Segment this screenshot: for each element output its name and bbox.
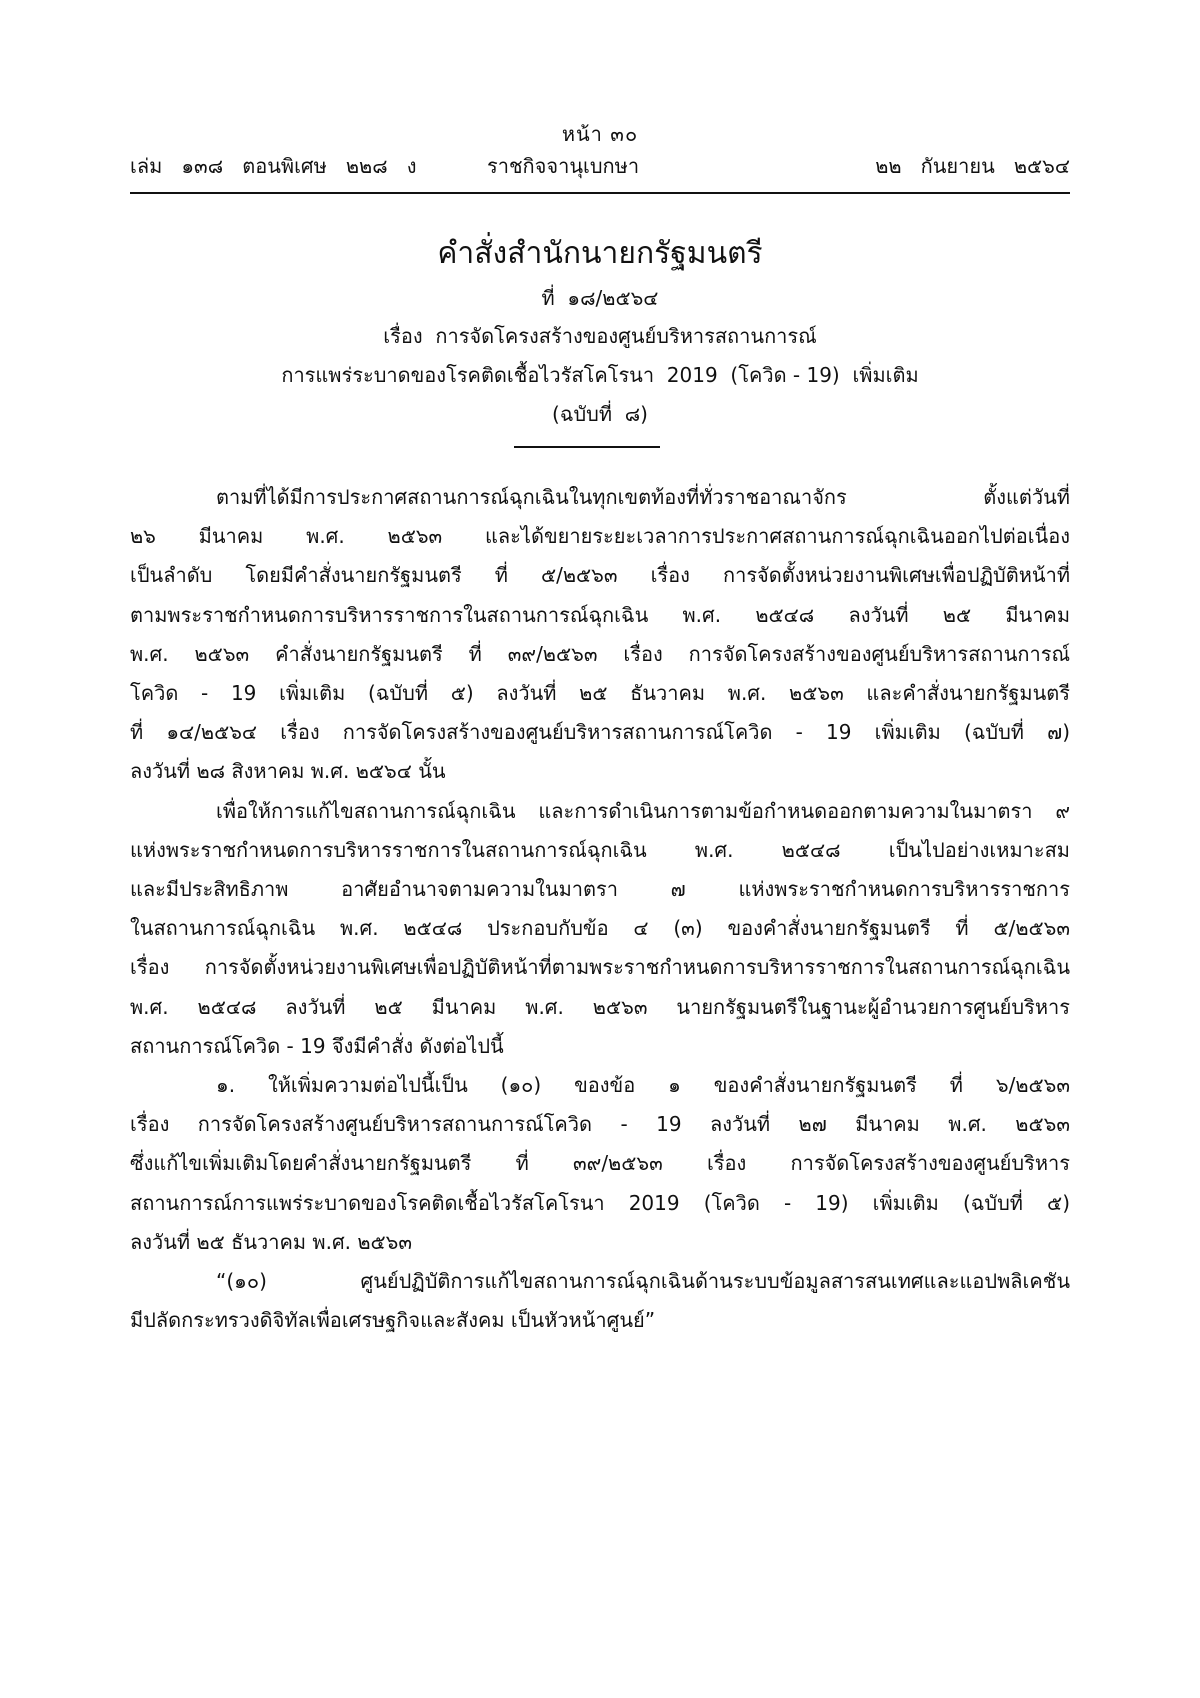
volume-issue: เล่ม ๑๓๘ ตอนพิเศษ ๒๒๘ ง xyxy=(130,154,417,178)
body-line: ลงวันที่ ๒๕ ธันวาคม พ.ศ. ๒๕๖๓ xyxy=(130,1229,413,1254)
body-line: เป็นลำดับ โดยมีคำสั่งนายกรัฐมนตรี ที่ ๕/๒๕๖๓ เรื่อง การจัดตั้งหน่วยงานพิเศษเพื่อปฏิบัติหน้าที่ xyxy=(130,563,1070,588)
body-line: ที่ ๑๔/๒๕๖๔ เรื่อง การจัดโครงสร้างของศูนย์บริหารสถานการณ์โควิด - 19 เพิ่มเติม (ฉบับที่ ๗) xyxy=(130,720,1070,745)
body-line: ตามพระราชกำหนดการบริหารราชการในสถานการณ์ฉุกเฉิน พ.ศ. ๒๕๔๘ ลงวันที่ ๒๕ มีนาคม xyxy=(130,602,1070,627)
gazette-header xyxy=(130,150,1070,184)
body-line: ในสถานการณ์ฉุกเฉิน พ.ศ. ๒๕๔๘ ประกอบกับข้อ ๔ (๓) ของคำสั่งนายกรัฐมนตรี ที่ ๕/๒๕๖๓ xyxy=(130,916,1070,941)
body-line: ซึ่งแก้ไขเพิ่มเติมโดยคำสั่งนายกรัฐมนตรี ที่ ๓๙/๒๕๖๓ เรื่อง การจัดโครงสร้างของศูนย์บริหาร xyxy=(130,1151,1070,1176)
paragraph-clause-1 xyxy=(130,1066,1070,1262)
body-line: พ.ศ. ๒๕๔๘ ลงวันที่ ๒๕ มีนาคม พ.ศ. ๒๕๖๓ นายกรัฐมนตรีในฐานะผู้อำนวยการศูนย์บริหาร xyxy=(130,994,1070,1019)
header-divider xyxy=(130,192,1070,194)
body-line: สถานการณ์โควิด - 19 จึงมีคำสั่ง ดังต่อไปนี้ xyxy=(130,1033,504,1058)
subject-line-1: เรื่อง การจัดโครงสร้างของศูนย์บริหารสถานการณ์ xyxy=(383,324,817,348)
paragraph-quoted-clause xyxy=(130,1262,1070,1340)
body-line: เรื่อง การจัดโครงสร้างศูนย์บริหารสถานการณ์โควิด - 19 ลงวันที่ ๒๗ มีนาคม พ.ศ. ๒๕๖๓ xyxy=(130,1112,1070,1137)
title-divider xyxy=(514,446,660,448)
body-line: สถานการณ์การแพร่ระบาดของโรคติดเชื้อไวรัสโคโรนา 2019 (โควิด - 19) เพิ่มเติม (ฉบับที่ ๕) xyxy=(130,1190,1070,1215)
edition: (ฉบับที่ ๘) xyxy=(552,402,648,426)
body-line: “(๑๐) ศูนย์ปฏิบัติการแก้ไขสถานการณ์ฉุกเฉินด้านระบบข้อมูลสารสนเทศและแอปพลิเคชัน xyxy=(216,1269,1070,1294)
body-line: ลงวันที่ ๒๘ สิงหาคม พ.ศ. ๒๕๖๔ นั้น xyxy=(130,759,446,784)
subject-line-2: การแพร่ระบาดของโรคติดเชื้อไวรัสโคโรนา 2019 (โควิด - 19) เพิ่มเติม xyxy=(281,363,919,387)
body-line: เรื่อง การจัดตั้งหน่วยงานพิเศษเพื่อปฏิบัติหน้าที่ตามพระราชกำหนดการบริหารราชการในสถานการณ์ฉุกเฉิน xyxy=(130,955,1070,980)
document-title: คำสั่งสำนักนายกรัฐมนตรี xyxy=(437,236,763,271)
document-body xyxy=(130,478,1070,1340)
order-number: ที่ ๑๘/๒๕๖๔ xyxy=(541,286,659,310)
body-line: ตามที่ได้มีการประกาศสถานการณ์ฉุกเฉินในทุกเขตท้องที่ทั่วราชอาณาจักร ตั้งแต่วันที่ xyxy=(216,485,1070,509)
body-line: โควิด - 19 เพิ่มเติม (ฉบับที่ ๕) ลงวันที่ ๒๕ ธันวาคม พ.ศ. ๒๕๖๓ และคำสั่งนายกรัฐมนตรี xyxy=(130,681,1070,706)
paragraph-authority xyxy=(130,792,1070,1066)
page-number: หน้า ๓๐ xyxy=(561,122,639,146)
body-line: พ.ศ. ๒๕๖๓ คำสั่งนายกรัฐมนตรี ที่ ๓๙/๒๕๖๓ เรื่อง การจัดโครงสร้างของศูนย์บริหารสถานการณ์ xyxy=(130,641,1070,666)
publication-date: ๒๒ กันยายน ๒๕๖๔ xyxy=(875,154,1070,178)
gazette-name: ราชกิจจานุเบกษา xyxy=(487,154,640,178)
body-line: มีปลัดกระทรวงดิจิทัลเพื่อเศรษฐกิจและสังคม เป็นหัวหน้าศูนย์” xyxy=(130,1308,656,1333)
body-line: ๒๖ มีนาคม พ.ศ. ๒๕๖๓ และได้ขยายระยะเวลาการประกาศสถานการณ์ฉุกเฉินออกไปต่อเนื่อง xyxy=(130,524,1070,549)
body-line: แห่งพระราชกำหนดการบริหารราชการในสถานการณ์ฉุกเฉิน พ.ศ. ๒๕๔๘ เป็นไปอย่างเหมาะสม xyxy=(130,837,1070,862)
body-line: และมีประสิทธิภาพ อาศัยอำนาจตามความในมาตรา ๗ แห่งพระราชกำหนดการบริหารราชการ xyxy=(130,877,1070,902)
body-line: เพื่อให้การแก้ไขสถานการณ์ฉุกเฉิน และการดำเนินการตามข้อกำหนดออกตามความในมาตรา ๙ xyxy=(216,798,1070,823)
paragraph-preamble xyxy=(130,478,1070,792)
body-line: ๑. ให้เพิ่มความต่อไปนี้เป็น (๑๐) ของข้อ ๑ ของคำสั่งนายกรัฐมนตรี ที่ ๖/๒๕๖๓ xyxy=(216,1073,1071,1098)
